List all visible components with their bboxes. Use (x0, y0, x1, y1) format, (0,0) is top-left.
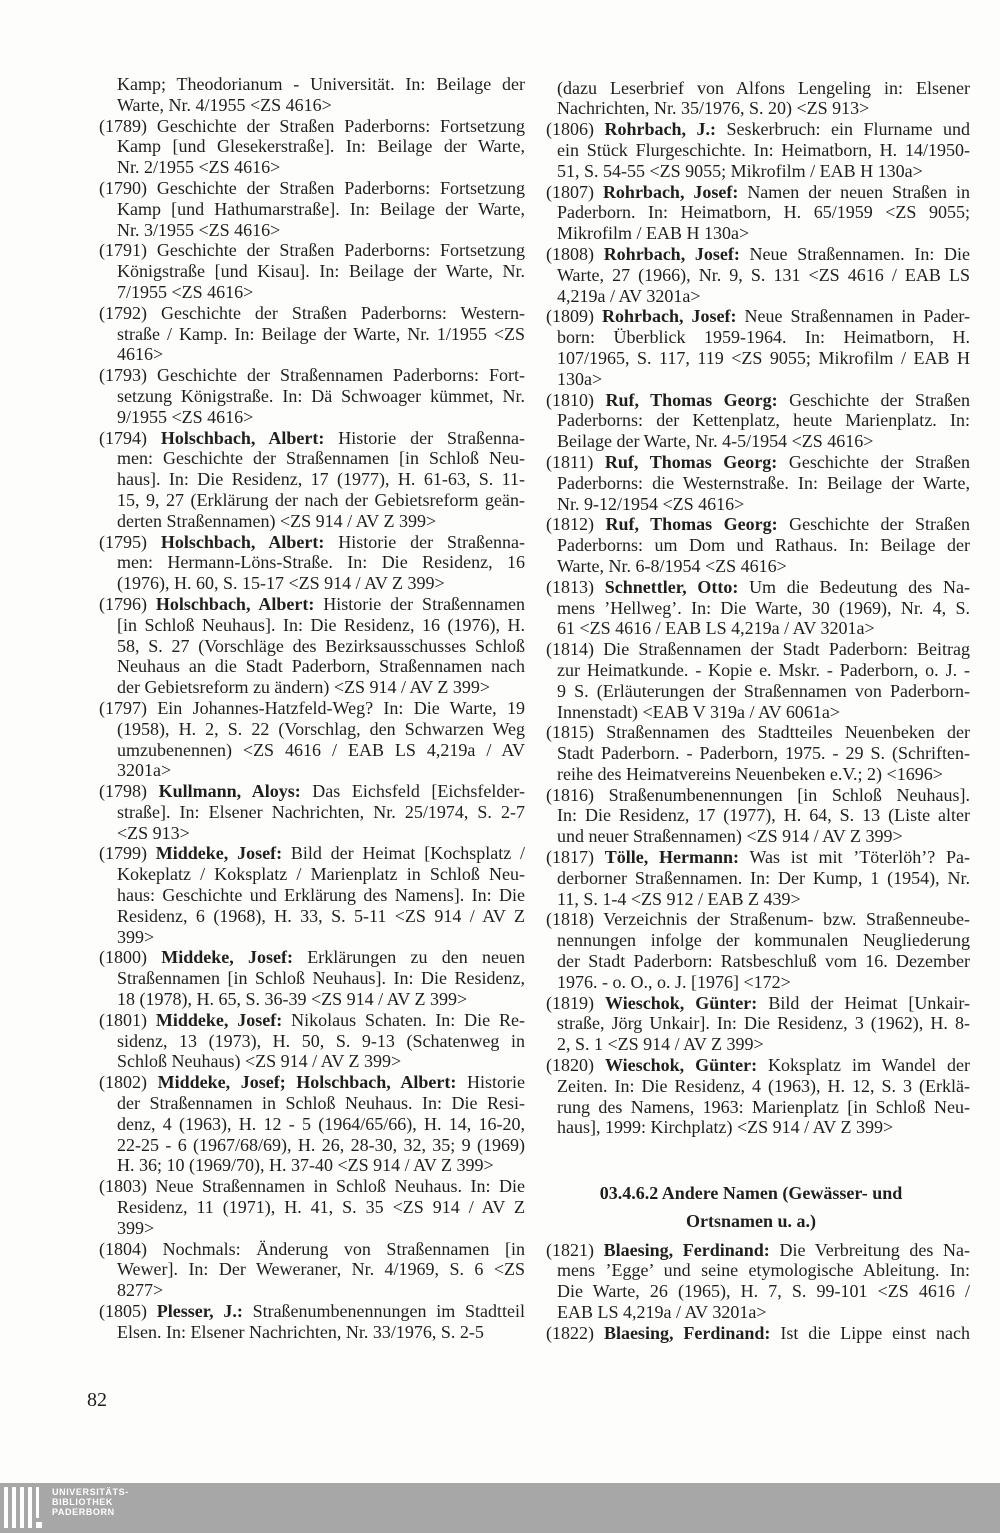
bibliography-entry (546, 993, 970, 1055)
entry-line: straße, Jörg Unkair]. In: Die Residenz, 3 (1962), H. 8- (557, 1013, 970, 1034)
entry-line: 9 S. (Erläuterungen der Straßennamen von Paderborn- (557, 680, 970, 701)
entry-text: Ein Johannes-Hatzfeld-Weg? In: Die Warte, 19 (157, 697, 525, 718)
entry-number: (1790) (99, 177, 147, 198)
entry-line: Warte, Nr. 6-8/1954 <ZS 4616> (557, 555, 787, 576)
entry-line: 9/1955 <ZS 4616> (117, 406, 254, 427)
entry-author: Wieschok, Günter: (605, 992, 758, 1013)
entry-text: Geschichte der Straßen (788, 451, 970, 472)
bibliography-entry (99, 1176, 525, 1238)
entry-line: men: Geschichte der Straßennamen [in Schloß Neu- (117, 448, 525, 469)
entry-first-line (99, 698, 525, 719)
entry-number: (1814) (546, 639, 594, 660)
entry-line: rung des Namens, 1963: Marienplatz [in Schloß Neu- (557, 1096, 970, 1117)
library-name-line: UNIVERSITÄTS- (52, 1487, 129, 1497)
entry-line: 11, S. 1-4 <ZS 912 / EAB Z 439> (557, 888, 801, 909)
bibliography-entry (99, 240, 525, 302)
bibliography-entry (546, 452, 970, 514)
bibliography-entry (546, 306, 970, 389)
entry-number: (1812) (546, 514, 594, 535)
entry-text: Verzeichnis der Straßenum- bzw. Straßenneube- (603, 909, 970, 930)
entry-number: (1794) (99, 427, 147, 448)
entry-number: (1820) (546, 1055, 594, 1076)
entry-line: 7/1955 <ZS 4616> (117, 281, 254, 302)
entry-first-line (99, 947, 525, 968)
bibliography-entry (546, 390, 970, 452)
entry-author: Rohrbach, Josef: (602, 306, 737, 327)
entry-line: [in Schloß Neuhaus]. In: Die Residenz, 16 (1976), H. (117, 614, 525, 635)
right-column (546, 78, 970, 1139)
entry-first-line (99, 303, 525, 324)
entry-number: (1800) (99, 947, 147, 968)
entry-first-line (546, 306, 970, 327)
entry-line: Paderborn. In: Heimatborn, H. 65/1959 <ZS 9055; (557, 202, 970, 223)
entry-first-line (546, 847, 970, 868)
entry-number: (1822) (546, 1322, 594, 1343)
bibliography-entry (99, 532, 525, 594)
entry-first-line (546, 577, 970, 598)
entry-first-line (99, 1301, 525, 1322)
entry-text: Neue Straßennamen in Schloß Neuhaus. In: Die (155, 1176, 525, 1197)
entry-text: Das Eichsfeld [Eichsfelder- (312, 781, 525, 802)
entry-line: haus]. In: Die Residenz, 17 (1977), H. 61-63, S. 11- (117, 469, 525, 490)
bibliography-entry (99, 1239, 525, 1301)
bibliography-entry (546, 244, 970, 306)
left-column (99, 74, 525, 1343)
entry-author: Rohrbach, J.: (604, 119, 717, 140)
entry-line: straße / Kamp. In: Beilage der Warte, Nr. 1/1955 <ZS (117, 323, 525, 344)
entry-first-line (546, 909, 970, 930)
bibliography-entry (546, 1240, 970, 1323)
entry-first-line (546, 639, 970, 660)
entry-author: Tölle, Hermann: (604, 847, 740, 868)
entry-line: ein Stück Flurgeschichte. In: Heimatborn, H. 14/1950- (557, 139, 970, 160)
entry-line: der Straßennamen in Schloß Neuhaus. In: Die Resi- (117, 1093, 525, 1114)
entry-number: (1796) (99, 593, 147, 614)
entry-line: sidenz, 13 (1973), H. 50, S. 9-13 (Schatenweg in (117, 1030, 525, 1051)
entry-author: Ruf, Thomas Georg: (605, 389, 778, 410)
entry-line: 1976. - o. O., o. J. [1976] <172> (557, 971, 791, 992)
entry-text: Um die Bedeutung des Na- (749, 576, 971, 597)
entry-first-line (99, 1072, 525, 1093)
entry-line: Kamp; Theodorianum - Universität. In: Beilage der (117, 74, 525, 94)
entry-first-line (99, 532, 525, 553)
bibliography-entry (99, 178, 525, 240)
entry-line: zur Heimatkunde. - Kopie e. Mskr. - Paderborn, o. J. - (557, 659, 970, 680)
entry-line: Straßennamen [in Schloß Neuhaus]. In: Die Residenz, (117, 968, 525, 989)
entry-number: (1798) (99, 781, 147, 802)
entry-line: Nr. 9-12/1954 <ZS 4616> (557, 493, 745, 514)
entry-line: 58, S. 27 (Vorschläge des Bezirksausschusses Schloß (117, 635, 525, 656)
continued-entry (99, 74, 525, 116)
entry-number: (1804) (99, 1238, 147, 1259)
entry-line: men: Hermann-Löns-Straße. In: Die Residenz, 16 (117, 552, 525, 573)
entry-first-line (99, 781, 525, 802)
entry-line: der Stadt Paderborn: Ratsbeschluß vom 16. Dezember (557, 951, 970, 972)
section-heading-line: 03.4.6.2 Andere Namen (Gewässer- und (599, 1183, 903, 1203)
entry-line: Beilage der Warte, Nr. 4-5/1954 <ZS 4616> (557, 431, 874, 452)
entry-line: der Gebietsreform zu ändern) <ZS 914 / AV Z 399> (117, 677, 491, 698)
entry-line: In: Die Residenz, 17 (1977), H. 64, S. 13 (Liste alter (557, 805, 970, 826)
entry-number: (1813) (546, 576, 594, 597)
bibliography-entry (546, 514, 970, 576)
bibliography-entry (99, 365, 525, 427)
entry-line: straße]. In: Elsener Nachrichten, Nr. 25/1974, S. 2-7 (117, 801, 525, 822)
entry-number: (1802) (99, 1072, 147, 1093)
entry-number: (1816) (546, 784, 594, 805)
entry-text: Was ist mit ’Töterlöh’? Pa- (749, 847, 970, 868)
entry-number: (1799) (99, 843, 147, 864)
entry-author: Holschbach, Albert: (155, 593, 315, 614)
entry-text: Die Verbreitung des Na- (779, 1239, 970, 1260)
entry-first-line (99, 240, 525, 261)
entry-text: Neue Straßennamen in Pader- (744, 306, 971, 327)
bibliography-entry (99, 781, 525, 843)
entry-first-line (99, 428, 525, 449)
entry-number: (1789) (99, 115, 147, 136)
entry-line: Warte, Nr. 4/1955 <ZS 4616> (117, 94, 332, 115)
entry-number: (1795) (99, 531, 147, 552)
library-name (52, 1487, 129, 1517)
bibliography-entry (546, 1323, 970, 1344)
entry-line: 130a> (557, 368, 603, 389)
entry-author: Blaesing, Ferdinand: (603, 1322, 771, 1343)
entry-author: Plesser, J.: (156, 1301, 243, 1322)
entry-number: (1817) (546, 847, 594, 868)
entry-line: 399> (117, 926, 155, 947)
entry-number: (1797) (99, 697, 147, 718)
entry-line: Elsen. In: Elsener Nachrichten, Nr. 33/1976, S. 2-5 (117, 1321, 484, 1342)
entry-number: (1807) (546, 181, 594, 202)
bibliography-entry (99, 428, 525, 532)
entry-number: (1810) (546, 389, 594, 410)
entry-line: nennungen infolge der kommunalen Neugliederung (557, 930, 970, 951)
entry-line: 4616> (117, 344, 164, 365)
entry-line: Zeiten. In: Die Residenz, 4 (1963), H. 12, S. 3 (Erklä- (557, 1075, 970, 1096)
entry-first-line (546, 119, 970, 140)
entry-line: und neuer Straßennamen) <ZS 914 / AV Z 399> (557, 826, 903, 847)
entry-first-line (99, 1239, 525, 1260)
entry-line: Residenz, 6 (1968), H. 33, S. 5-11 <ZS 914 / AV Z (117, 905, 525, 926)
entry-text: Geschichte der Straßen Paderborns: Fortsetzung (156, 115, 526, 136)
entry-line: born: Überblick 1959-1964. In: Heimatborn, H. (557, 327, 970, 348)
bibliography-entry (546, 847, 970, 909)
entry-first-line (99, 116, 525, 137)
bibliography-entry (546, 639, 970, 722)
entry-author: Rohrbach, Josef: (603, 243, 740, 264)
section-heading-line: Ortsnamen u. a.) (686, 1211, 816, 1231)
entry-line: 107/1965, S. 117, 119 <ZS 9055; Mikrofilm / EAB H (557, 347, 970, 368)
entry-line: Neuhaus an die Stadt Paderborn, Straßennamen nach (117, 656, 525, 677)
entry-line: umzubenennen) <ZS 4616 / EAB LS 4,219a / AV (117, 739, 525, 760)
bibliography-entry (99, 303, 525, 365)
entry-first-line (99, 365, 525, 386)
entry-author: Ruf, Thomas Georg: (604, 451, 778, 472)
entry-text: Historie der Straßenna- (338, 427, 525, 448)
entry-line: 2, S. 1 <ZS 914 / AV Z 399> (557, 1034, 764, 1055)
entry-text: Nochmals: Änderung von Straßennamen [in (162, 1238, 526, 1259)
entry-line: Paderborns: die Westernstraße. In: Beilage der Warte, (557, 472, 970, 493)
entry-first-line (546, 182, 970, 203)
entry-line: Mikrofilm / EAB H 130a> (557, 223, 750, 244)
entry-line: Nr. 3/1955 <ZS 4616> (117, 219, 281, 240)
entry-author: Holschbach, Albert: (160, 531, 325, 552)
bibliography-entry (99, 116, 525, 178)
entry-number: (1809) (546, 306, 594, 327)
entry-line: (dazu Leserbrief von Alfons Lengeling in: Elsener (557, 77, 970, 98)
entry-text: Bild der Heimat [Kochsplatz / (290, 843, 525, 864)
library-name-line: BIBLIOTHEK (52, 1497, 113, 1507)
entry-line: mens ’Egge’ und seine etymologische Ableitung. In: (557, 1260, 970, 1281)
entry-line: setzung Königstraße. In: Dä Schwoager kümmet, Nr. (117, 385, 525, 406)
entry-line: derten Straßennamen) <ZS 914 / AV Z 399> (117, 510, 437, 531)
bibliography-entry (546, 722, 970, 784)
entry-first-line (546, 993, 970, 1014)
page-number: 82 (87, 1389, 107, 1411)
entry-number: (1808) (546, 243, 594, 264)
entry-text: Historie der Straßennamen (323, 593, 526, 614)
bibliography-entry (546, 119, 970, 181)
entry-author: Schnettler, Otto: (604, 576, 739, 597)
entry-text: Geschichte der Straßennamen Paderborns: Fort- (157, 365, 525, 386)
entry-line: Schloß Neuhaus) <ZS 914 / AV Z 399> (117, 1051, 402, 1072)
entry-first-line (99, 1176, 525, 1197)
entry-text: Koksplatz im Wandel der (768, 1055, 971, 1076)
entry-text: Erklärungen zu den neuen (307, 947, 525, 968)
entry-line: 61 <ZS 4616 / EAB LS 4,219a / AV 3201a> (557, 618, 875, 639)
entry-line: reihe des Heimatvereins Neuenbeken e.V.; 2) <1696> (557, 763, 943, 784)
entry-line: 22-25 - 6 (1967/68/69), H. 26, 28-30, 32, 35; 9 (1969) (117, 1134, 525, 1155)
continued-entry (546, 78, 970, 120)
entry-line: Innenstadt) <EAB V 319a / AV 6061a> (557, 701, 840, 722)
entry-line: 4,219a / AV 3201a> (557, 285, 701, 306)
entry-first-line (99, 594, 525, 615)
entry-first-line (99, 843, 525, 864)
entry-line: Königstraße [und Kisau]. In: Beilage der Warte, Nr. (117, 261, 525, 282)
library-logo-icon (0, 1483, 50, 1533)
entry-line: denz, 4 (1963), H. 12 - 5 (1964/65/66), H. 14, 16-20, (117, 1113, 525, 1134)
entry-text: Die Straßennamen der Stadt Paderborn: Beitrag (603, 639, 970, 660)
bibliography-entry (99, 843, 525, 947)
entry-author: Middeke, Josef; Holschbach, Albert: (157, 1072, 457, 1093)
bibliography-entry (546, 577, 970, 639)
entry-number: (1801) (99, 1009, 147, 1030)
entry-line: Warte, 27 (1966), Nr. 9, S. 131 <ZS 4616 / EAB LS (557, 264, 970, 285)
bibliography-entry (546, 182, 970, 244)
right-column-section-entries (546, 1240, 970, 1344)
entry-number: (1806) (546, 119, 594, 140)
entry-author: Middeke, Josef: (161, 947, 294, 968)
entry-line: (1958), H. 2, S. 22 (Vorschlag, den Schwarzen Weg (117, 718, 525, 739)
entry-number: (1792) (99, 302, 147, 323)
entry-line: 3201a> (117, 760, 172, 781)
entry-first-line (546, 1055, 970, 1076)
entry-first-line (99, 178, 525, 199)
entry-number: (1815) (546, 722, 594, 743)
entry-text: Geschichte der Straßen Paderborns: Fortsetzung (156, 177, 526, 198)
entry-number: (1819) (546, 992, 594, 1013)
entry-number: (1821) (546, 1239, 594, 1260)
entry-text: Geschichte der Straßen (789, 514, 971, 535)
bibliography-entry (99, 1072, 525, 1176)
entry-text: Geschichte der Straßen Paderborns: Fortsetzung (156, 240, 526, 261)
entry-line: (1976), H. 60, S. 15-17 <ZS 914 / AV Z 399> (117, 573, 445, 594)
entry-line: Kamp [und Glesekerstraße]. In: Beilage der Warte, (117, 136, 525, 157)
entry-author: Middeke, Josef: (155, 843, 283, 864)
entry-line: Residenz, 11 (1971), H. 41, S. 35 <ZS 914 / AV Z (117, 1197, 525, 1218)
entry-number: (1811) (546, 451, 594, 472)
library-name-line: PADERBORN (52, 1507, 115, 1517)
entry-line: 18 (1978), H. 65, S. 36-39 <ZS 914 / AV Z 399> (117, 989, 468, 1010)
entry-author: Middeke, Josef: (155, 1009, 283, 1030)
entry-first-line (546, 390, 970, 411)
entry-line: <ZS 913> (117, 822, 190, 843)
bibliography-entry (546, 909, 970, 992)
entry-first-line (546, 244, 970, 265)
entry-text: Straßenumbenennungen im Stadtteil (252, 1301, 525, 1322)
entry-text: Geschichte der Straßen (789, 389, 971, 410)
bibliography-entry (99, 947, 525, 1009)
entry-line: Die Warte, 26 (1965), H. 7, S. 99-101 <ZS 4616 / (557, 1281, 970, 1302)
entry-text: Straßennamen des Stadtteiles Neuenbeken der (606, 722, 971, 743)
entry-text: Neue Straßennamen. In: Die (749, 243, 971, 264)
entry-line: EAB LS 4,219a / AV 3201a> (557, 1301, 767, 1322)
bibliography-entry (99, 1010, 525, 1072)
entry-first-line (546, 514, 970, 535)
entry-first-line (546, 785, 970, 806)
entry-author: Ruf, Thomas Georg: (605, 514, 778, 535)
entry-line: Paderborns: der Kettenplatz, heute Marienplatz. In: (557, 410, 970, 431)
entry-author: Kullmann, Aloys: (158, 781, 301, 802)
entry-number: (1805) (99, 1301, 147, 1322)
entry-line: haus], 1999: Kirchplatz) <ZS 914 / AV Z 399> (557, 1117, 894, 1138)
entry-author: Holschbach, Albert: (160, 427, 325, 448)
entry-author: Rohrbach, Josef: (602, 181, 739, 202)
bibliography-entry (99, 698, 525, 781)
bibliography-entry (99, 1301, 525, 1343)
entry-author: Wieschok, Günter: (604, 1055, 758, 1076)
bibliography-entry (546, 785, 970, 847)
entry-line: 15, 9, 27 (Erklärung der nach der Gebietsreform geän- (117, 489, 525, 510)
entry-author: Blaesing, Ferdinand: (603, 1239, 770, 1260)
entry-text: Geschichte der Straßen Paderborns: Western- (160, 302, 526, 323)
entry-text: Ist die Lippe einst nach (780, 1322, 971, 1343)
entry-first-line (546, 1323, 970, 1344)
entry-line: 8277> (117, 1280, 164, 1301)
entry-line: H. 36; 10 (1969/70), H. 37-40 <ZS 914 / AV Z 399> (117, 1155, 494, 1176)
entry-line: Stadt Paderborn. - Paderborn, 1975. - 29 S. (Schriften- (557, 743, 970, 764)
entry-line: Kokeplatz / Koksplatz / Marienplatz in Schloß Neu- (117, 864, 525, 885)
entry-line: Kamp [und Hathumarstraße]. In: Beilage der Warte, (117, 198, 525, 219)
entry-text: Straßenumbenennungen [in Schloß Neuhaus]. (608, 784, 970, 805)
entry-line: haus: Geschichte und Erklärung des Namens]. In: Die (117, 885, 525, 906)
entry-line: derborner Straßennamen. In: Der Kump, 1 (1954), Nr. (557, 867, 970, 888)
entry-line: Paderborns: um Dom und Rathaus. In: Beilage der (557, 535, 970, 556)
bibliography-entry (546, 1055, 970, 1138)
entry-text: Nikolaus Schaten. In: Die Re- (291, 1009, 526, 1030)
entry-number: (1791) (99, 240, 147, 261)
entry-line: 51, S. 54-55 <ZS 9055; Mikrofilm / EAB H 130a> (557, 160, 923, 181)
entry-line: 399> (117, 1217, 155, 1238)
entry-first-line (99, 1010, 525, 1031)
footer-bar (0, 1483, 1000, 1533)
entry-text: Historie (467, 1072, 526, 1093)
entry-first-line (546, 722, 970, 743)
entry-line: Nr. 2/1955 <ZS 4616> (117, 157, 281, 178)
entry-line: mens ’Hellweg’. In: Die Warte, 30 (1969), Nr. 4, S. (557, 597, 970, 618)
entry-text: Historie der Straßenna- (338, 531, 525, 552)
entry-line: Nachrichten, Nr. 35/1976, S. 20) <ZS 913> (557, 98, 870, 119)
entry-line: Wewer]. In: Der Weweraner, Nr. 4/1969, S. 6 <ZS (117, 1259, 525, 1280)
bibliography-entry (99, 594, 525, 698)
entry-text: Seskerbruch: ein Flurname und (726, 119, 971, 140)
entry-number: (1793) (99, 365, 147, 386)
entry-first-line (546, 452, 970, 473)
entry-text: Bild der Heimat [Unkair- (768, 992, 971, 1013)
entry-text: Namen der neuen Straßen in (747, 181, 970, 202)
entry-first-line (546, 1240, 970, 1261)
entry-number: (1803) (99, 1176, 147, 1197)
section-heading (546, 1179, 956, 1235)
entry-number: (1818) (546, 909, 594, 930)
